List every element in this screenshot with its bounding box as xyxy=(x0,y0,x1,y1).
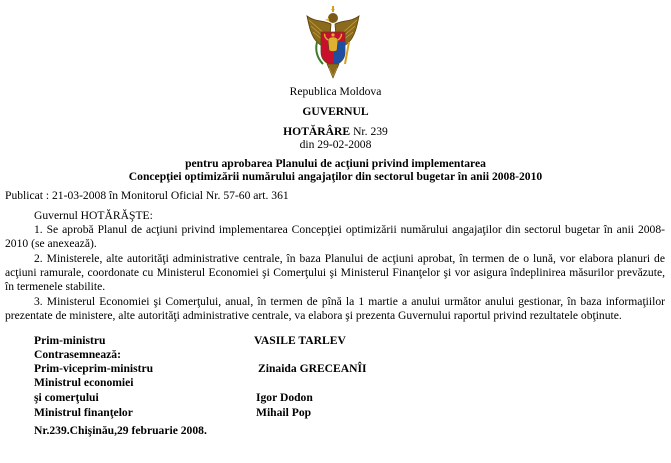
document-date: din 29-02-2008 xyxy=(299,138,372,151)
vpm-name: Zinaida GRECEANÎI xyxy=(258,362,367,375)
publication-info: Publicat : 21-03-2008 în Monitorul Oficial Nr. 57-60 art. 361 xyxy=(5,189,289,202)
document-title-line-2 xyxy=(0,170,671,184)
countersign-label: Contrasemnează: xyxy=(34,348,121,361)
country-name: Republica Moldova xyxy=(289,85,382,98)
paragraph-1: 1. Se aprobă Planul de acţiuni privind implementarea Concepţiei optimizării numărului angajaţilor din sectorul bugetar în anii 2008-2010 (se anexează). xyxy=(5,223,665,250)
authority-name xyxy=(0,105,671,119)
decision-intro: Guvernul HOTĂRĂŞTE: xyxy=(34,209,153,222)
econ-name: Igor Dodon xyxy=(256,391,313,404)
authority-label: GUVERNUL xyxy=(302,105,369,118)
document-title-line-1 xyxy=(0,157,671,171)
paragraph-3: 3. Ministerul Economiei şi Comerţului, anual, în termen de pînă la 1 martie a anului următor anului gestionar, în baza informaţiilor prezentate de ministere, alte autorităţi administrative centrale, va elabora şi prezenta Guvernului raportul privind rezultatele obţinute. xyxy=(5,295,665,322)
moldova-coat-of-arms-icon xyxy=(301,6,365,82)
document-type: HOTĂRÂRE xyxy=(283,125,351,138)
econ-role-line-2: şi comerţului xyxy=(34,391,99,404)
document-footer: Nr.239.Chişinău,29 februarie 2008. xyxy=(34,424,207,437)
pm-name: VASILE TARLEV xyxy=(254,334,346,347)
econ-role-line-1: Ministrul economiei xyxy=(34,376,134,389)
paragraph-2: 2. Ministerele, alte autorităţi administrative centrale, în baza Planului de acţiuni aprobat, în termen de o lună, vor elabora planuri de acţiuni ramurale, coordonate cu Ministerul Economiei şi Comerţului şi Ministerul Finanţelor şi vor asigura îndeplinirea măsurilor prevăzute, în termenele stabilite. xyxy=(5,252,665,293)
title-line-2-text: Concepţiei optimizării numărului angajaţilor din sectorul bugetar în anii 2008-2010 xyxy=(128,170,543,183)
pm-role: Prim-ministru xyxy=(34,334,106,347)
document-number: Nr. 239 xyxy=(353,125,388,138)
document-type-line xyxy=(0,125,671,139)
fin-role: Ministrul finanţelor xyxy=(34,406,133,419)
vpm-role: Prim-viceprim-ministru xyxy=(34,362,154,375)
title-line-1-text: pentru aprobarea Planului de acţiuni privind implementarea xyxy=(185,157,486,170)
fin-name: Mihail Pop xyxy=(256,406,312,419)
